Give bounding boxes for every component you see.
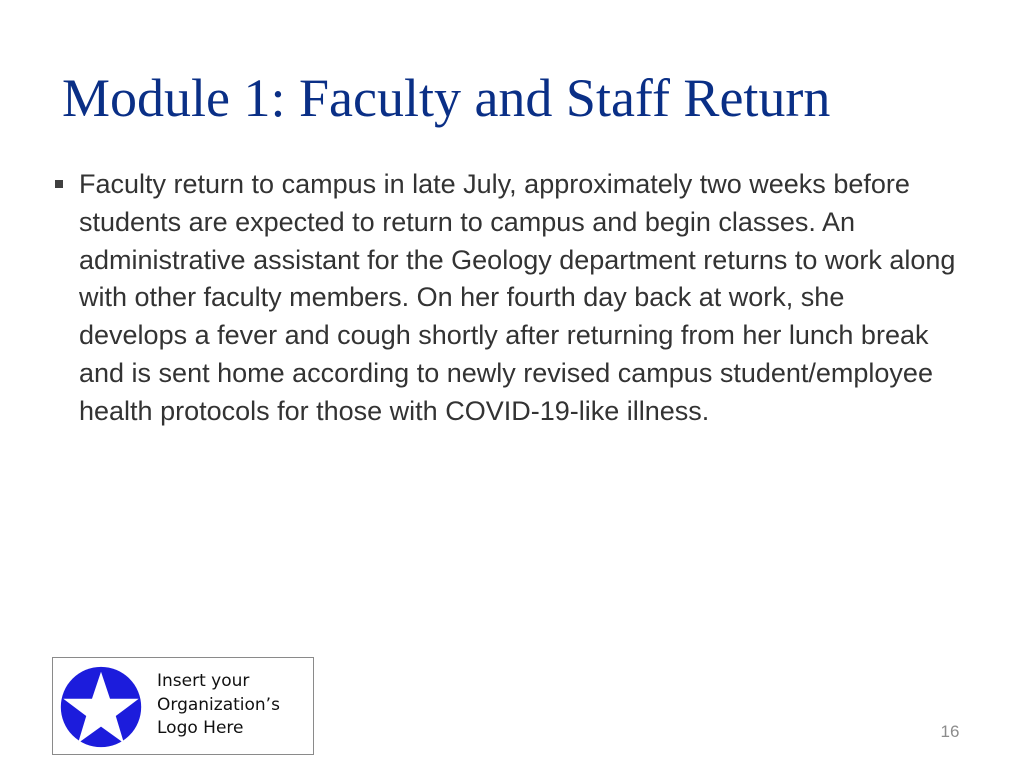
star-in-circle-icon (60, 666, 142, 748)
logo-text-line: Organization’s (157, 694, 280, 715)
logo-text-line: Insert your (157, 671, 250, 691)
square-bullet-icon (55, 180, 63, 188)
slide-body (55, 166, 975, 431)
logo-placeholder (52, 657, 314, 755)
logo-placeholder-text (157, 670, 307, 741)
page-number: 16 (940, 722, 960, 741)
logo-text-line: Logo Here (157, 718, 244, 738)
bullet-item (55, 166, 975, 431)
slide-title: Module 1: Faculty and Staff Return (62, 68, 831, 128)
bullet-text: Faculty return to campus in late July, approximately two weeks before students are expected to return to campus and begin classes. An administrative assistant for the Geology department returns to work along with other faculty members. On her fourth day back at work, she develops a fever and cough shortly after returning from her lunch break and is sent home according to newly revised campus student/employee health protocols for those with COVID-19-like illness. (79, 169, 956, 426)
